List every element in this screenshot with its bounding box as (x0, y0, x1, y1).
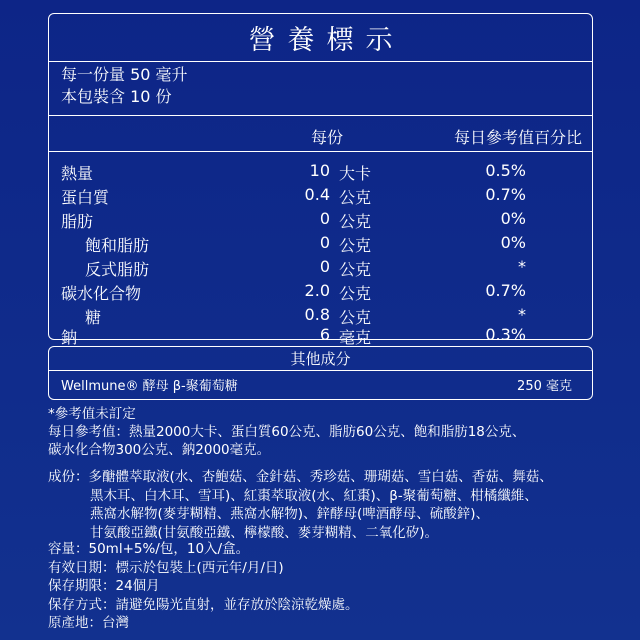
other-ingredients-title: 其他成分 (49, 347, 592, 371)
product-info (48, 540, 359, 633)
other-ingredient-amount: 250 毫克 (517, 379, 572, 394)
divider (49, 115, 592, 116)
nutrient-value: 0.8 (304, 305, 330, 324)
other-ingredient-row (61, 375, 572, 394)
nutrient-pct: 0.7% (485, 185, 526, 204)
nutrition-title: 營養標示 (49, 14, 592, 62)
nutrient-label: 脂肪 (61, 212, 94, 231)
ingredients-line: 成份：多醣體萃取液(水、杏鮑菇、金針菇、秀珍菇、珊瑚菇、雪白菇、香菇、舞菇、 (48, 469, 553, 485)
reference-notes (48, 405, 608, 459)
nutrient-unit: 公克 (339, 260, 372, 279)
nutrient-row-sodium (49, 325, 592, 347)
nutrient-value: 0 (319, 233, 330, 252)
ingredients-line: 燕窩水解物(麥芽糊精、燕窩水解物)、鋅酵母(啤酒酵母、硫酸鋅)、 (90, 506, 490, 522)
nutrient-pct: 0% (500, 233, 526, 252)
nutrient-unit: 公克 (339, 212, 372, 231)
nutrient-row-energy (49, 161, 592, 185)
origin-text: 原產地：台灣 (48, 615, 129, 631)
shelf-life-text: 保存期限：24個月 (48, 578, 160, 594)
nutrient-pct: 0.7% (485, 281, 526, 300)
nutrient-value: 6 (319, 325, 330, 344)
daily-reference-header: 每日參考值百分比 (453, 128, 582, 147)
nutrient-pct: 0.5% (485, 161, 526, 180)
nutrient-label: 反式脂肪 (85, 260, 150, 279)
nutrient-unit: 毫克 (339, 328, 372, 347)
capacity-text: 容量：50ml+5%/包，10入/盒。 (48, 541, 250, 557)
nutrient-row-trans-fat (49, 257, 592, 281)
nutrient-value: 0 (319, 257, 330, 276)
per-serving-header: 每份 (311, 128, 344, 147)
nutrient-row-saturated-fat (49, 233, 592, 257)
nutrient-unit: 公克 (339, 308, 372, 327)
nutrient-pct: 0.3% (485, 325, 526, 344)
nutrient-label: 蛋白質 (61, 188, 110, 207)
nutrient-pct: * (518, 257, 526, 276)
note-line: *參考值未訂定 (48, 406, 136, 422)
other-ingredients-panel (48, 346, 593, 400)
nutrient-unit: 公克 (339, 236, 372, 255)
ingredients-list (48, 468, 618, 542)
nutrient-label: 糖 (85, 308, 102, 327)
nutrition-facts-panel (48, 13, 593, 347)
nutrient-label: 鈉 (61, 328, 78, 347)
note-line: 碳水化合物300公克、鈉2000毫克。 (48, 442, 271, 458)
nutrient-label: 碳水化合物 (61, 284, 142, 303)
nutrient-unit: 公克 (339, 284, 372, 303)
per-serving-size: 每一份量 50 毫升 (61, 65, 188, 84)
serving-info (61, 64, 188, 108)
nutrient-label: 飽和脂肪 (85, 236, 150, 255)
nutrient-unit: 大卡 (339, 164, 372, 183)
nutrient-row-fat (49, 209, 592, 233)
nutrient-row-carbohydrate (49, 281, 592, 305)
other-ingredient-name: Wellmune® 酵母 β-聚葡萄糖 (61, 379, 238, 394)
servings-per-package: 本包裝含 10 份 (61, 87, 172, 106)
nutrient-value: 10 (309, 161, 330, 180)
storage-text: 保存方式：請避免陽光直射，並存放於陰涼乾燥處。 (48, 596, 359, 613)
ingredients-line: 黑木耳、白木耳、雪耳)、紅棗萃取液(水、紅棗)、β-聚葡萄糖、柑橘纖維、 (90, 487, 538, 504)
nutrient-pct: * (518, 305, 526, 324)
nutrient-unit: 公克 (339, 188, 372, 207)
expiry-text: 有效日期：標示於包裝上(西元年/月/日) (48, 559, 284, 576)
note-line: 每日參考值：熱量2000大卡、蛋白質60公克、脂肪60公克、飽和脂肪18公克、 (48, 424, 526, 440)
nutrient-value: 0 (319, 209, 330, 228)
ingredients-line: 甘氨酸亞鐵(甘氨酸亞鐵、檸檬酸、麥芽糊精、二氧化矽)。 (90, 524, 439, 541)
nutrient-label: 熱量 (61, 164, 94, 183)
nutrient-pct: 0% (500, 209, 526, 228)
divider (49, 151, 592, 152)
nutrient-value: 2.0 (304, 281, 330, 300)
nutrient-value: 0.4 (304, 185, 330, 204)
nutrient-row-protein (49, 185, 592, 209)
